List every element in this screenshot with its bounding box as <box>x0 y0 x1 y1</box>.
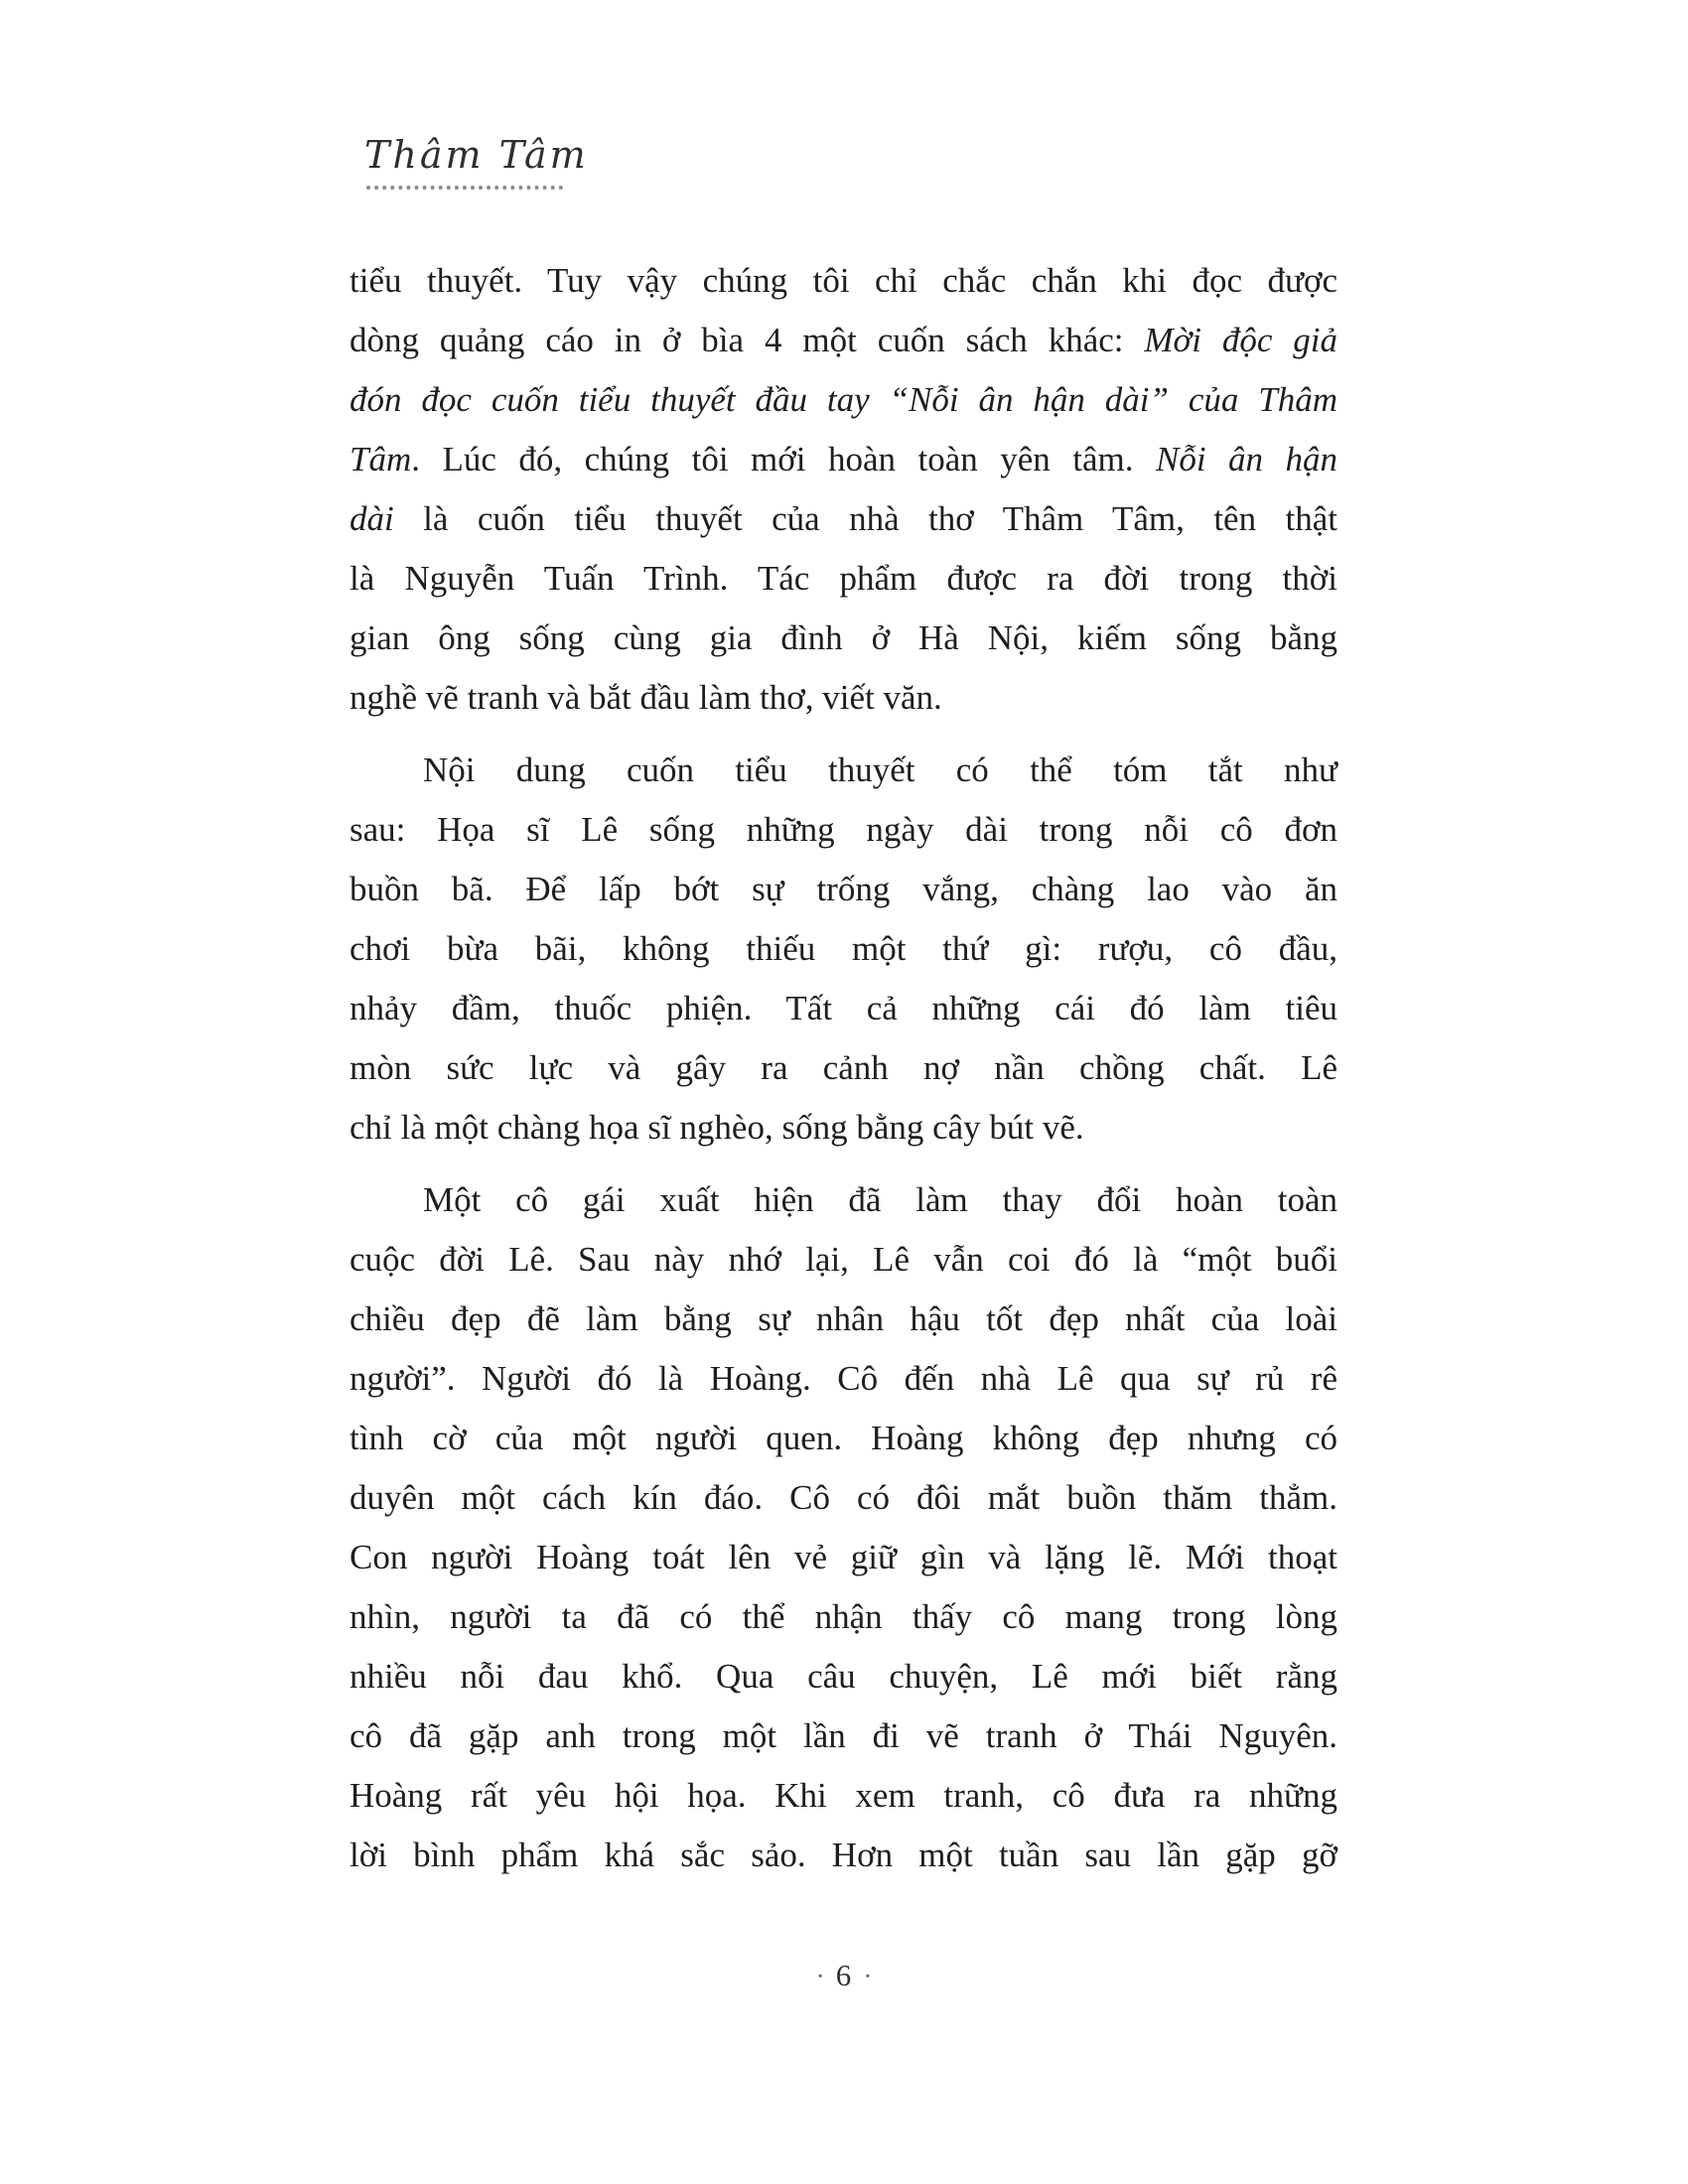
text-run: Hoàng rất yêu hội họa. Khi xem tranh, cô đưa ra những <box>350 1776 1337 1815</box>
text-line <box>350 370 1337 430</box>
footer-left-dot: · <box>815 1962 825 1992</box>
text-run: cô đã gặp anh trong một lần đi vẽ tranh ở Thái Nguyên. <box>350 1716 1337 1755</box>
text-run: chiều đẹp đẽ làm bằng sự nhân hậu tốt đẹp nhất của loài <box>350 1299 1337 1338</box>
text-line <box>350 1038 1337 1098</box>
text-run: là cuốn tiểu thuyết của nhà thơ Thâm Tâm, tên thật <box>393 499 1337 538</box>
page-number: 6 <box>835 1958 853 1992</box>
text-line <box>350 1766 1337 1826</box>
text-run: Con người Hoàng toát lên vẻ giữ gìn và lặng lẽ. Mới thoạt <box>350 1538 1337 1576</box>
text-run: mòn sức lực và gây ra cảnh nợ nần chồng chất. Lê <box>350 1048 1337 1087</box>
text-line <box>350 609 1337 668</box>
paragraph <box>350 251 1337 728</box>
text-line <box>350 979 1337 1038</box>
text-line <box>350 741 1337 800</box>
text-line <box>350 1409 1337 1468</box>
text-run: Một cô gái xuất hiện đã làm thay đổi hoàn toàn <box>423 1180 1337 1219</box>
text-line <box>350 1587 1337 1647</box>
text-run: nghề vẽ tranh và bắt đầu làm thơ, viết văn. <box>350 678 942 717</box>
body-text <box>350 251 1337 1885</box>
text-run: Nội dung cuốn tiểu thuyết có thể tóm tắt như <box>423 751 1337 789</box>
text-run: buồn bã. Để lấp bớt sự trống vắng, chàng lao vào ăn <box>350 870 1337 908</box>
text-run: nhảy đầm, thuốc phiện. Tất cả những cái đó làm tiêu <box>350 989 1337 1027</box>
text-line <box>350 1349 1337 1409</box>
italic-text-run: Mời độc giả <box>1144 321 1337 359</box>
text-line <box>350 1468 1337 1528</box>
running-head-title: Thâm Tâm <box>364 133 589 177</box>
text-line <box>350 1706 1337 1766</box>
text-run: cuộc đời Lê. Sau này nhớ lại, Lê vẫn coi đó là “một buổi <box>350 1240 1337 1279</box>
italic-text-run: dài <box>350 499 394 538</box>
text-run: lời bình phẩm khá sắc sảo. Hơn một tuần sau lần gặp gỡ <box>350 1836 1337 1874</box>
text-run: chơi bừa bãi, không thiếu một thứ gì: rượu, cô đầu, <box>350 929 1337 968</box>
text-run: tiểu thuyết. Tuy vậy chúng tôi chỉ chắc chắn khi đọc được <box>350 261 1337 300</box>
italic-text-run: Tâm <box>350 440 412 478</box>
header-dotted-rule <box>366 186 563 190</box>
text-run: . Lúc đó, chúng tôi mới hoàn toàn yên tâm. <box>411 440 1156 478</box>
text-run: dòng quảng cáo in ở bìa 4 một cuốn sách khác: <box>350 321 1145 359</box>
text-line <box>350 919 1337 979</box>
text-line <box>350 430 1337 489</box>
text-run: người”. Người đó là Hoàng. Cô đến nhà Lê qua sự rủ rê <box>350 1359 1337 1398</box>
text-line <box>350 489 1337 549</box>
text-run: gian ông sống cùng gia đình ở Hà Nội, kiếm sống bằng <box>350 618 1337 657</box>
paragraph <box>350 741 1337 1158</box>
text-line <box>350 1647 1337 1706</box>
text-run: sau: Họa sĩ Lê sống những ngày dài trong nỗi cô đơn <box>350 810 1337 849</box>
text-line <box>350 1098 1337 1158</box>
text-run: tình cờ của một người quen. Hoàng không đẹp nhưng có <box>350 1419 1337 1457</box>
text-run: là Nguyễn Tuấn Trình. Tác phẩm được ra đời trong thời <box>350 559 1337 598</box>
text-run: duyên một cách kín đáo. Cô có đôi mắt buồn thăm thẳm. <box>350 1478 1337 1517</box>
text-line <box>350 1230 1337 1290</box>
text-line <box>350 860 1337 919</box>
italic-text-run: đón đọc cuốn tiểu thuyết đầu tay “Nỗi ân hận dài” của Thâm <box>350 380 1337 419</box>
page-footer <box>0 1958 1688 1993</box>
text-line <box>350 800 1337 860</box>
text-run: nhìn, người ta đã có thể nhận thấy cô mang trong lòng <box>350 1597 1337 1636</box>
footer-right-dot: · <box>863 1962 873 1992</box>
text-line <box>350 251 1337 311</box>
text-line <box>350 1290 1337 1349</box>
text-run: nhiều nỗi đau khổ. Qua câu chuyện, Lê mới biết rằng <box>350 1657 1337 1696</box>
paragraph <box>350 1170 1337 1885</box>
text-line <box>350 1528 1337 1587</box>
text-run: chỉ là một chàng họa sĩ nghèo, sống bằng cây bút vẽ. <box>350 1108 1084 1147</box>
text-line <box>350 311 1337 370</box>
italic-text-run: Nỗi ân hận <box>1155 440 1337 478</box>
text-line <box>350 549 1337 609</box>
text-line <box>350 1826 1337 1885</box>
text-line <box>350 1170 1337 1230</box>
text-line <box>350 668 1337 728</box>
page-header <box>364 135 589 190</box>
